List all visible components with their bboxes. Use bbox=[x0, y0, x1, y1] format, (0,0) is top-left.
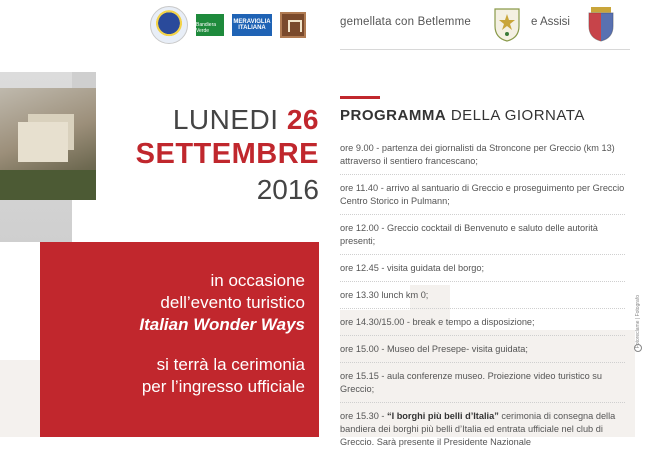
program-separator bbox=[340, 174, 625, 175]
program-separator bbox=[340, 362, 625, 363]
date-month: SETTEMBRE bbox=[135, 138, 319, 170]
program-separator bbox=[340, 281, 625, 282]
program-list bbox=[340, 142, 625, 449]
last-item-bold: “I borghi più belli d’Italia” bbox=[387, 411, 499, 421]
announcement-gap bbox=[139, 336, 305, 354]
program-item: ore 9.00 - partenza dei giornalisti da Stroncone per Greccio (km 13) attraverso il sentiero francescano; bbox=[340, 143, 615, 166]
header-divider bbox=[340, 49, 630, 50]
credit-circle-icon bbox=[634, 344, 642, 352]
program-separator bbox=[340, 308, 625, 309]
date-line-day bbox=[136, 104, 319, 136]
gemellata-text: gemellata con Betlemme bbox=[340, 16, 471, 28]
meraviglia-italiana-text: MERAVIGLIA ITALIANA bbox=[233, 19, 271, 31]
last-item-time: ore 15.30 - bbox=[340, 411, 387, 421]
betlemme-crest-icon bbox=[492, 6, 522, 42]
meraviglia-italiana-logo bbox=[232, 14, 272, 36]
day-name: LUNEDI bbox=[172, 104, 279, 135]
assisi-crest-icon bbox=[586, 6, 616, 42]
program-item: ore 15.00 - Museo del Presepe- visita guidata; bbox=[340, 344, 528, 354]
program-title-bold: PROGRAMMA bbox=[340, 107, 447, 124]
program-item: ore 12.45 - visita guidata del borgo; bbox=[340, 263, 485, 273]
program-title bbox=[340, 107, 585, 124]
background-building-left bbox=[0, 360, 40, 437]
program-item: ore 12.00 - Greccio cocktail di Benvenuto e saluto delle autorità presenti; bbox=[340, 223, 598, 246]
circle-emblem-logo bbox=[150, 6, 188, 44]
announcement-line-1: in occasione bbox=[210, 271, 305, 290]
announcement-text bbox=[139, 270, 305, 398]
announcement-line-4: si terrà la cerimonia bbox=[156, 355, 305, 374]
photo-credit: Fotoreclame | Fotografo bbox=[635, 295, 641, 349]
program-accent-rule bbox=[340, 96, 380, 99]
announcement-line-5: per l’ingresso ufficiale bbox=[141, 377, 305, 396]
last-item-text: cerimonia di consegna della bandiera dei borghi più belli d’Italia ed entrata ufficiale nel club di Greccio. Sarà presente il Presidente Nazionale bbox=[340, 411, 616, 447]
e-assisi-text: e Assisi bbox=[531, 16, 570, 28]
program-separator bbox=[340, 214, 625, 215]
program-separator bbox=[340, 254, 625, 255]
day-number: 26 bbox=[286, 104, 319, 135]
program-item: ore 13.30 lunch km 0; bbox=[340, 290, 429, 300]
photo-frame-corner bbox=[72, 72, 96, 88]
date-year: 2016 bbox=[256, 174, 319, 205]
program-item: ore 15.15 - aula conferenze museo. Proiezione video turistico su Greccio; bbox=[340, 371, 602, 394]
borghi-logo bbox=[280, 12, 306, 38]
announcement-line-2: dell’evento turistico bbox=[160, 293, 305, 312]
bandiera-verde-logo bbox=[196, 14, 224, 36]
bandiera-verde-text: Bandiera Verde bbox=[196, 22, 217, 34]
program-item-last bbox=[340, 410, 625, 449]
program-separator bbox=[340, 335, 625, 336]
program-item: ore 11.40 - arrivo al santuario di Greccio e proseguimento per Greccio Centro Storico in Pulmann; bbox=[340, 183, 625, 206]
program-separator bbox=[340, 402, 625, 403]
partner-logos bbox=[150, 6, 306, 44]
sanctuary-photo bbox=[0, 88, 96, 200]
program-title-rest: DELLA GIORNATA bbox=[450, 107, 585, 124]
event-date bbox=[136, 104, 319, 208]
event-name: Italian Wonder Ways bbox=[139, 315, 305, 334]
program-item: ore 14.30/15.00 - break e tempo a disposizione; bbox=[340, 317, 535, 327]
